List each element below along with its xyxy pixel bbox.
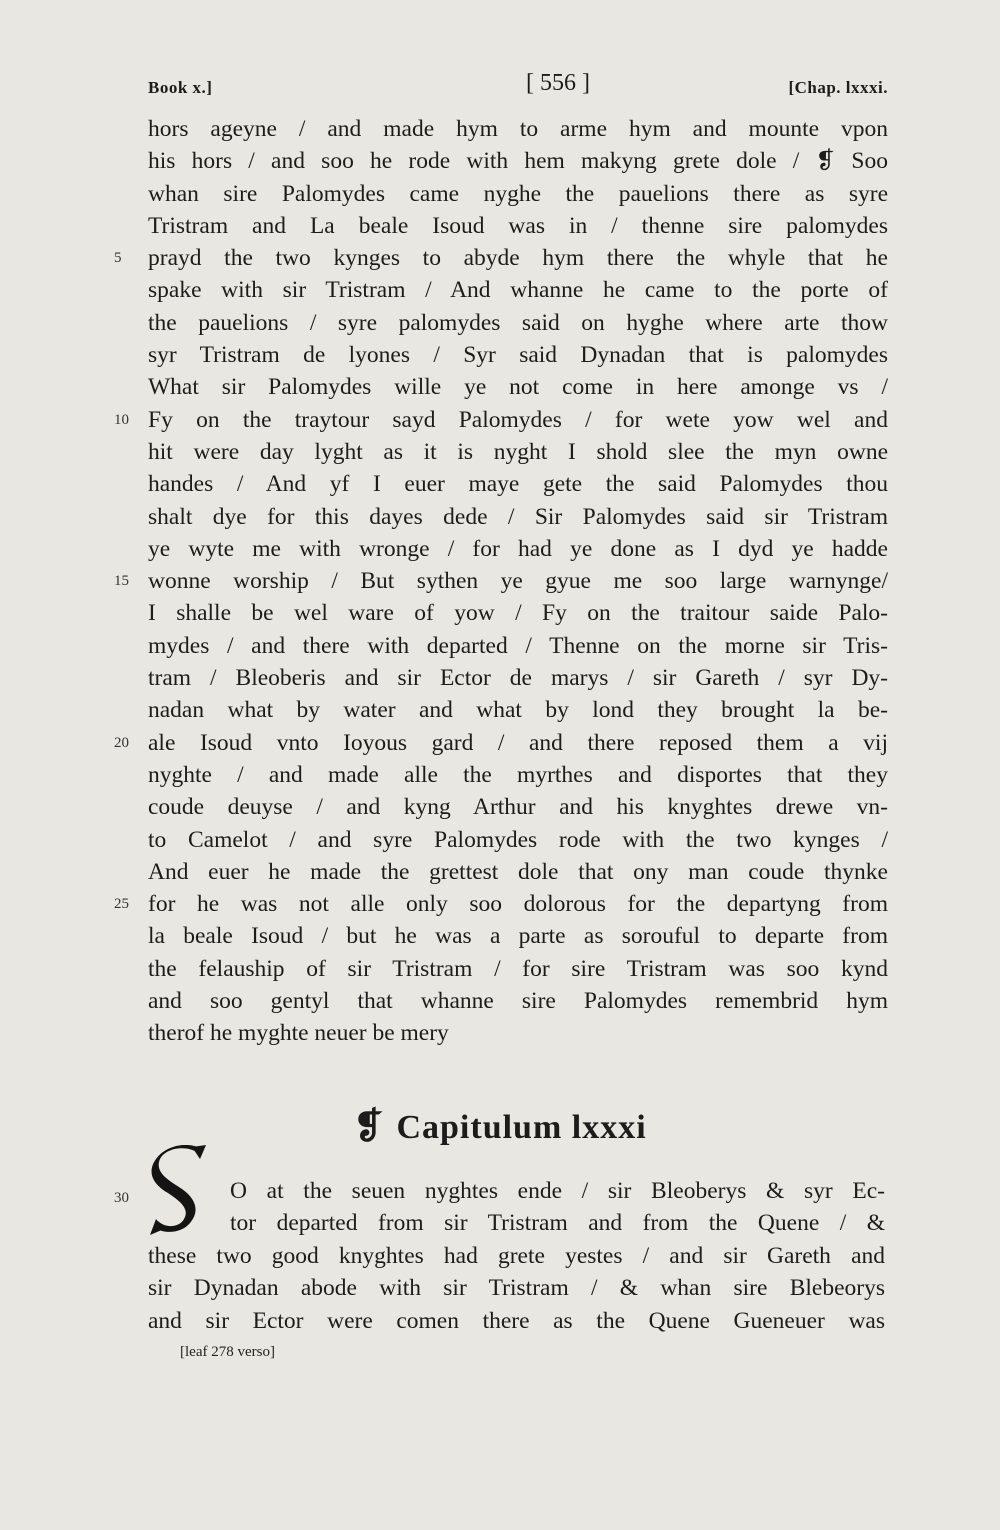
line-number: 10	[114, 411, 129, 428]
text-line	[148, 533, 888, 565]
text-line	[148, 985, 888, 1017]
text-line	[148, 824, 888, 856]
text-line	[148, 920, 888, 952]
line-text: for he was not alle only soo dolorous for the departyng from	[148, 891, 888, 918]
drop-cap-s-icon	[148, 1145, 208, 1237]
text-line: tor departed from sir Tristram and from the Quene / &	[230, 1210, 885, 1237]
text-line	[148, 662, 888, 694]
text-line	[148, 1017, 888, 1049]
paragraph-mark-icon: ❡	[353, 1106, 385, 1146]
line-text: Fy on the traytour sayd Palomydes / for wete yow wel and	[148, 406, 888, 433]
text-line	[114, 888, 888, 920]
text-line	[148, 371, 888, 403]
text-line	[148, 145, 888, 177]
text-line	[148, 274, 888, 306]
line-number: 20	[114, 734, 129, 751]
book-reference: Book x.]	[148, 78, 213, 97]
line-text: la beale Isoud / but he was a parte as sorouful to departe from	[148, 923, 888, 950]
main-text	[114, 113, 888, 1050]
text-line	[114, 727, 888, 759]
line-text: the felauship of sir Tristram / for sire Tristram was soo kynd	[148, 955, 888, 982]
line-text: shalt dye for this dayes dede / Sir Palomydes said sir Tristram	[148, 503, 888, 530]
text-line	[148, 856, 888, 888]
text-line: sir Dynadan abode with sir Tristram / & whan sire Blebeorys	[148, 1275, 885, 1302]
line-text: coude deuyse / and kyng Arthur and his knyghtes drewe vn-	[148, 794, 888, 821]
text-line	[148, 178, 888, 210]
text-line: and sir Ector were comen there as the Quene Gueneuer was	[148, 1307, 885, 1334]
line-text: prayd the two kynges to abyde hym there the whyle that he	[148, 245, 888, 272]
line-text: ale Isoud vnto Ioyous gard / and there reposed them a vij	[148, 729, 888, 756]
chapter-text	[148, 1240, 885, 1337]
line-text: hors ageyne / and made hym to arme hym and mounte vpon	[148, 116, 888, 142]
page-number: [ 556 ]	[526, 70, 590, 96]
text-line	[114, 242, 888, 274]
text-line	[148, 501, 888, 533]
text-line	[148, 597, 888, 629]
text-line	[148, 339, 888, 371]
line-text: the pauelions / syre palomydes said on hyghe where arte thow	[148, 309, 888, 336]
line-text: to Camelot / and syre Palomydes rode with the two kynges /	[148, 826, 888, 853]
line-text: whan sire Palomydes came nyghe the pauelions there as syre	[148, 180, 888, 207]
line-text: spake with sir Tristram / And whanne he came to the porte of	[148, 277, 888, 304]
text-line	[148, 953, 888, 985]
line-text: And euer he made the grettest dole that ony man coude thynke	[148, 858, 888, 885]
line-text: mydes / and there with departed / Thenne on the morne sir Tris-	[148, 632, 888, 659]
text-line	[114, 404, 888, 436]
running-head	[148, 70, 888, 104]
line-text: I shalle be wel ware of yow / Fy on the traitour saide Palo-	[148, 600, 888, 627]
line-number: 25	[114, 896, 129, 913]
line-text: handes / And yf I euer maye gete the said Palomydes thou	[148, 471, 888, 498]
line-text: nadan what by water and what by lond they brought la be-	[148, 697, 888, 724]
line-number: 30	[114, 1190, 129, 1206]
line-text: nyghte / and made alle the myrthes and disportes that they	[148, 761, 888, 788]
line-text: Tristram and La beale Isoud was in / thenne sire palomydes	[148, 212, 888, 239]
line-text: hit were day lyght as it is nyght I shold slee the myn owne	[148, 438, 888, 465]
text-line: these two good knyghtes had grete yestes / and sir Gareth and	[148, 1243, 885, 1269]
line-text: tram / Bleoberis and sir Ector de marys / sir Gareth / syr Dy-	[148, 665, 888, 692]
text-line	[114, 565, 888, 597]
chapter-title: Capitulum lxxxi	[396, 1109, 647, 1146]
text-line	[148, 630, 888, 662]
line-text: therof he myghte neuer be mery	[148, 1020, 449, 1047]
line-number: 15	[114, 573, 129, 590]
text-line	[148, 307, 888, 339]
text-line	[148, 436, 888, 468]
chapter-reference: [Chap. lxxxi.	[788, 78, 888, 97]
line-text: his hors / and soo he rode with hem makyng grete dole / ❡ Soo	[148, 148, 888, 175]
text-line	[148, 468, 888, 500]
line-text: ye wyte me with wronge / for had ye done as I dyd ye hadde	[148, 535, 888, 562]
text-line	[148, 694, 888, 726]
drop-cap-paragraph	[230, 1175, 885, 1240]
leaf-note: [leaf 278 verso]	[180, 1344, 275, 1360]
chapter-heading	[0, 1105, 1000, 1147]
line-text: and soo gentyl that whanne sire Palomydes remembrid hym	[148, 988, 888, 1015]
line-text: What sir Palomydes wille ye not come in here amonge vs /	[148, 374, 888, 401]
line-text: wonne worship / But sythen ye gyue me soo large warnynge/	[148, 568, 888, 595]
line-text: syr Tristram de lyones / Syr said Dynadan that is palomydes	[148, 342, 888, 369]
text-line	[148, 210, 888, 242]
line-number: 5	[114, 250, 122, 267]
text-line	[148, 759, 888, 791]
text-line	[148, 113, 888, 145]
text-line	[148, 791, 888, 823]
text-line: O at the seuen nyghtes ende / sir Bleoberys & syr Ec-	[230, 1178, 885, 1204]
